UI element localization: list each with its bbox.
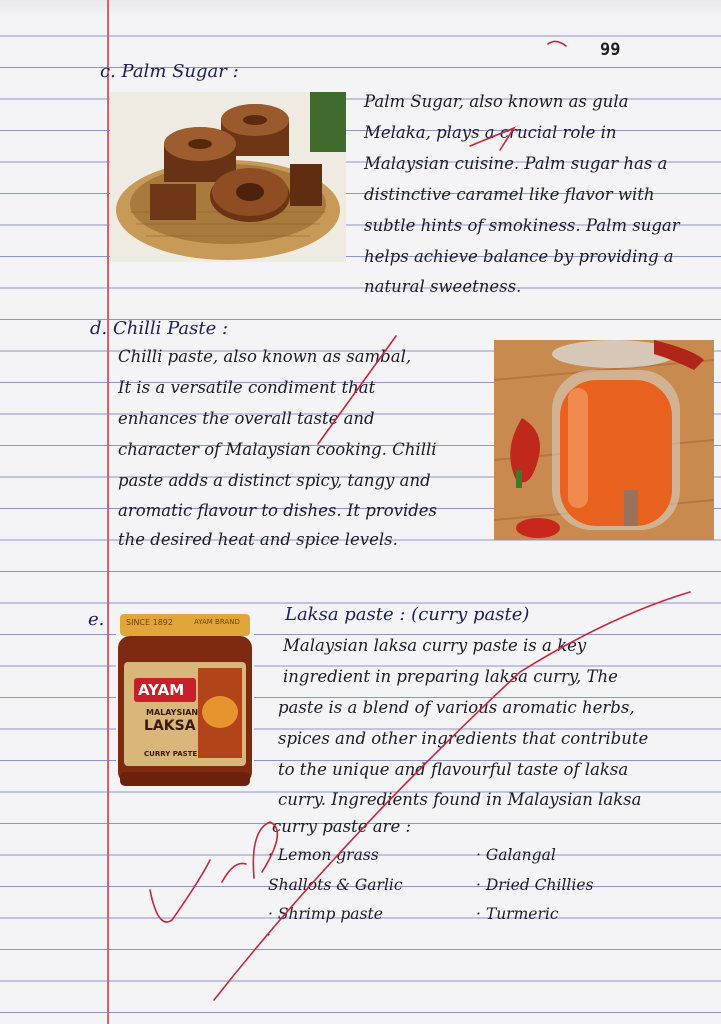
- laksa-line-1: Malaysian laksa curry paste is a key: [283, 636, 587, 655]
- laksa-jar-illustration: [116, 612, 254, 790]
- laksa-line-5: to the unique and flavourful taste of laksa: [278, 760, 629, 779]
- label-e: e.: [88, 609, 105, 630]
- laksa-line-4: spices and other ingredients that contribute: [278, 729, 649, 748]
- page-number: 99: [600, 40, 621, 60]
- laksa-jar-photo: [116, 612, 254, 790]
- jar-line1-text: MALAYSIAN: [146, 708, 199, 717]
- signature-tick-2: [222, 863, 246, 882]
- chilli-line-7: the desired heat and spice levels.: [118, 530, 398, 549]
- palm-sugar-line-3: Malaysian cuisine. Palm sugar has a: [364, 154, 668, 173]
- chilli-line-1: Chilli paste, also known as sambal,: [118, 347, 412, 366]
- laksa-line-2: ingredient in preparing laksa curry, The: [283, 667, 618, 686]
- ingredient-galangal: · Galangal: [476, 846, 556, 864]
- palm-sugar-line-2: Melaka, plays a crucial role in: [364, 123, 617, 142]
- palm-sugar-photo: [110, 92, 346, 262]
- laksa-line-6: curry. Ingredients found in Malaysian laksa: [278, 790, 642, 809]
- palm-sugar-line-6: helps achieve balance by providing a: [364, 247, 674, 266]
- jar-brand-text: AYAM: [138, 681, 185, 699]
- laksa-line-3: paste is a blend of various aromatic herbs,: [278, 698, 635, 717]
- ingredient-turmeric: · Turmeric: [476, 905, 559, 923]
- ingredient-shallots-garlic: Shallots & Garlic: [268, 876, 403, 894]
- margin-line: [107, 0, 109, 1024]
- chilli-line-5: paste adds a distinct spicy, tangy and: [118, 471, 431, 490]
- heading-palm-sugar: c. Palm Sugar :: [100, 61, 239, 82]
- jar-line2-text: LAKSA: [144, 718, 196, 734]
- jar-brand-top-text: AYAM BRAND: [194, 618, 240, 626]
- palm-sugar-line-5: subtle hints of smokiness. Palm sugar: [364, 216, 680, 235]
- chilli-line-6: aromatic flavour to dishes. It provides: [118, 501, 438, 520]
- chilli-line-2: It is a versatile condiment that: [118, 378, 376, 397]
- palm-sugar-line-4: distinctive caramel like flavor with: [364, 185, 655, 204]
- chilli-jar-illustration: [494, 340, 714, 540]
- palm-sugar-illustration: [110, 92, 346, 262]
- ingredient-empty-bullet: ·: [266, 926, 271, 944]
- chilli-paste-photo: [494, 340, 714, 540]
- ingredient-lemon-grass: · Lemon grass: [268, 846, 379, 864]
- laksa-line-7: curry paste are :: [272, 817, 412, 836]
- ingredient-dried-chillies: · Dried Chillies: [476, 876, 594, 894]
- chilli-line-4: character of Malaysian cooking. Chilli: [118, 440, 437, 459]
- heading-laksa-paste: Laksa paste : (curry paste): [285, 604, 530, 625]
- palm-sugar-line-7: natural sweetness.: [364, 277, 522, 296]
- heading-chilli-paste: d. Chilli Paste :: [90, 318, 229, 339]
- jar-line3-text: CURRY PASTE: [144, 750, 198, 758]
- signature-tick-1: [150, 860, 210, 922]
- jar-since-text: SINCE 1892: [126, 618, 173, 627]
- corner-scribble: [548, 41, 566, 46]
- ingredient-shrimp-paste: · Shrimp paste: [268, 905, 383, 923]
- palm-sugar-line-1: Palm Sugar, also known as gula: [364, 92, 629, 111]
- chilli-line-3: enhances the overall taste and: [118, 409, 375, 428]
